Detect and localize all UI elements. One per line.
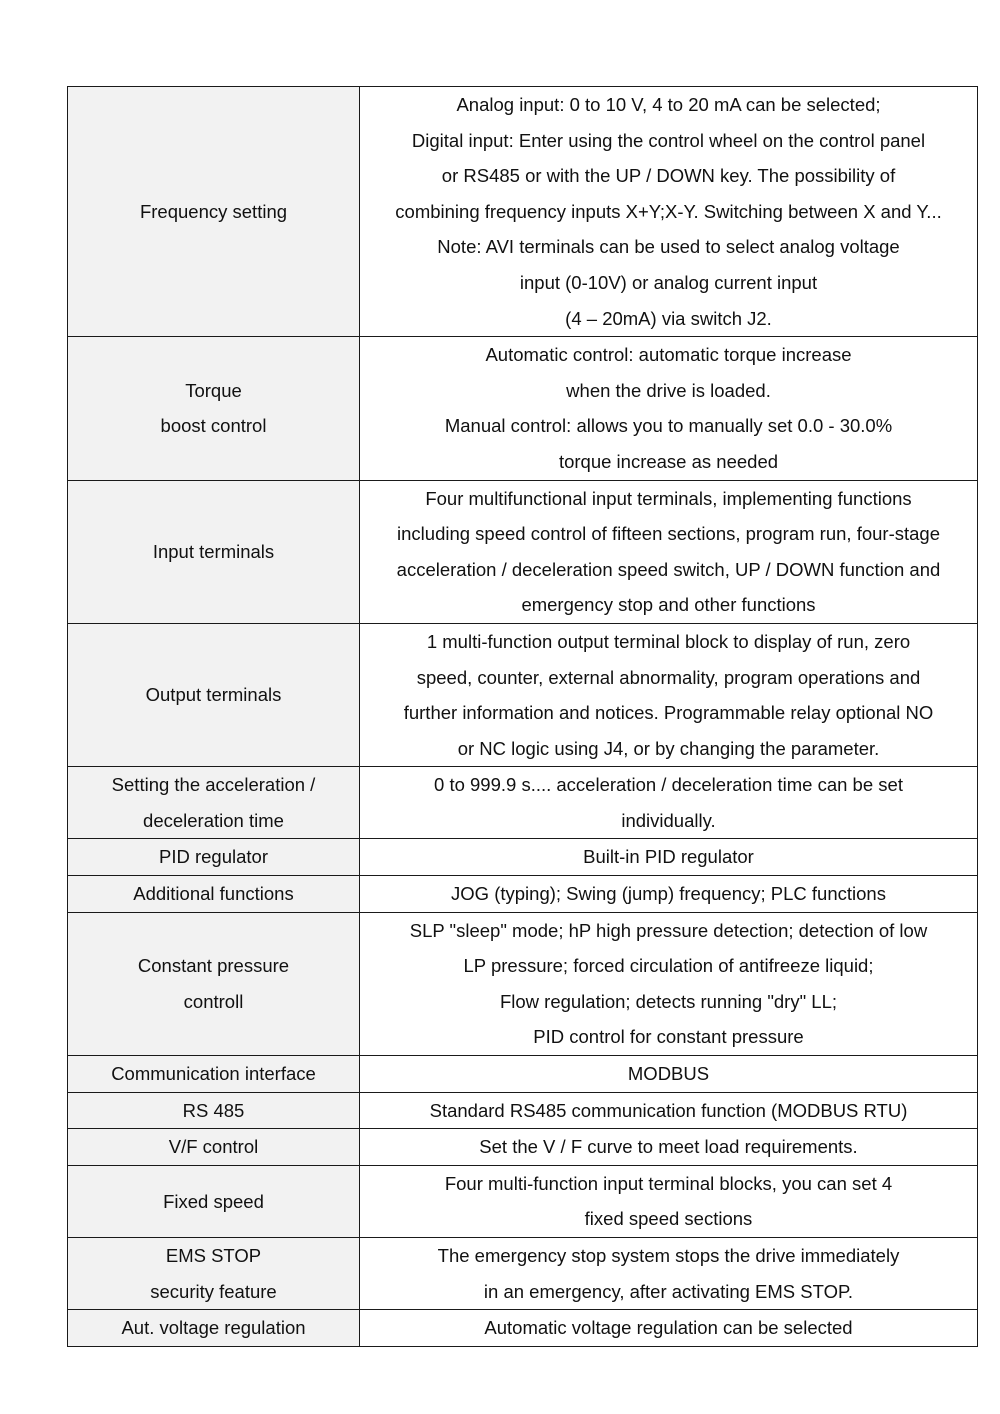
table-row-constant-pressure [68,912,978,1055]
row-label: Output terminals [68,623,360,766]
row-label: Frequency setting [68,87,360,337]
specifications-table-body [68,87,978,1347]
row-label: Input terminals [68,480,360,623]
row-label: V/F control [68,1129,360,1166]
row-value: The emergency stop system stops the drive immediately in an emergency, after activating EMS STOP. [360,1238,978,1310]
row-value: Automatic voltage regulation can be selected [360,1310,978,1347]
row-value: Built-in PID regulator [360,839,978,876]
row-value: SLP "sleep" mode; hP high pressure detection; detection of low LP pressure; forced circulation of antifreeze liquid; Flow regulation; detects running "dry" LL; PID control for constant pressure [360,912,978,1055]
table-row-additional-functions [68,876,978,913]
table-row-acceleration-time [68,767,978,839]
row-label: Setting the acceleration / deceleration time [68,767,360,839]
row-value: 0 to 999.9 s.... acceleration / deceleration time can be set individually. [360,767,978,839]
row-label: Constant pressure controll [68,912,360,1055]
table-row-vf-control [68,1129,978,1166]
row-value: 1 multi-function output terminal block to display of run, zero speed, counter, external abnormality, program operations and further information and notices. Programmable relay optional NO or NC logic using J4, or by changing the parameter. [360,623,978,766]
table-row-voltage-regulation [68,1310,978,1347]
row-label: PID regulator [68,839,360,876]
table-row-pid-regulator [68,839,978,876]
row-label: Additional functions [68,876,360,913]
table-row-fixed-speed [68,1165,978,1237]
row-label: Communication interface [68,1056,360,1093]
row-label: RS 485 [68,1092,360,1129]
row-value: Set the V / F curve to meet load requirements. [360,1129,978,1166]
table-row-torque-boost [68,337,978,480]
table-row-ems-stop [68,1238,978,1310]
row-label: Fixed speed [68,1165,360,1237]
row-value: Four multi-function input terminal blocks, you can set 4 fixed speed sections [360,1165,978,1237]
row-value: Automatic control: automatic torque increase when the drive is loaded. Manual control: allows you to manually set 0.0 - 30.0% torque increase as needed [360,337,978,480]
table-row-rs485 [68,1092,978,1129]
row-value: Analog input: 0 to 10 V, 4 to 20 mA can be selected; Digital input: Enter using the control wheel on the control panel or RS485 or with the UP / DOWN key. The possibility of combining frequency inputs X+Y;X-Y. Switching between X and Y... Note: AVI terminals can be used to select analog voltage input (0-10V) or analog current input (4 – 20mA) via switch J2. [360,87,978,337]
row-label: EMS STOP security feature [68,1238,360,1310]
table-row-input-terminals [68,480,978,623]
table-row-communication-interface [68,1056,978,1093]
row-label: Aut. voltage regulation [68,1310,360,1347]
row-label: Torque boost control [68,337,360,480]
row-value: Standard RS485 communication function (MODBUS RTU) [360,1092,978,1129]
row-value: Four multifunctional input terminals, implementing functions including speed control of fifteen sections, program run, four-stage acceleration / deceleration speed switch, UP / DOWN function and emergency stop and other functions [360,480,978,623]
table-row-output-terminals [68,623,978,766]
table-row-frequency-setting [68,87,978,337]
specifications-table [67,86,978,1347]
row-value: MODBUS [360,1056,978,1093]
row-value: JOG (typing); Swing (jump) frequency; PLC functions [360,876,978,913]
